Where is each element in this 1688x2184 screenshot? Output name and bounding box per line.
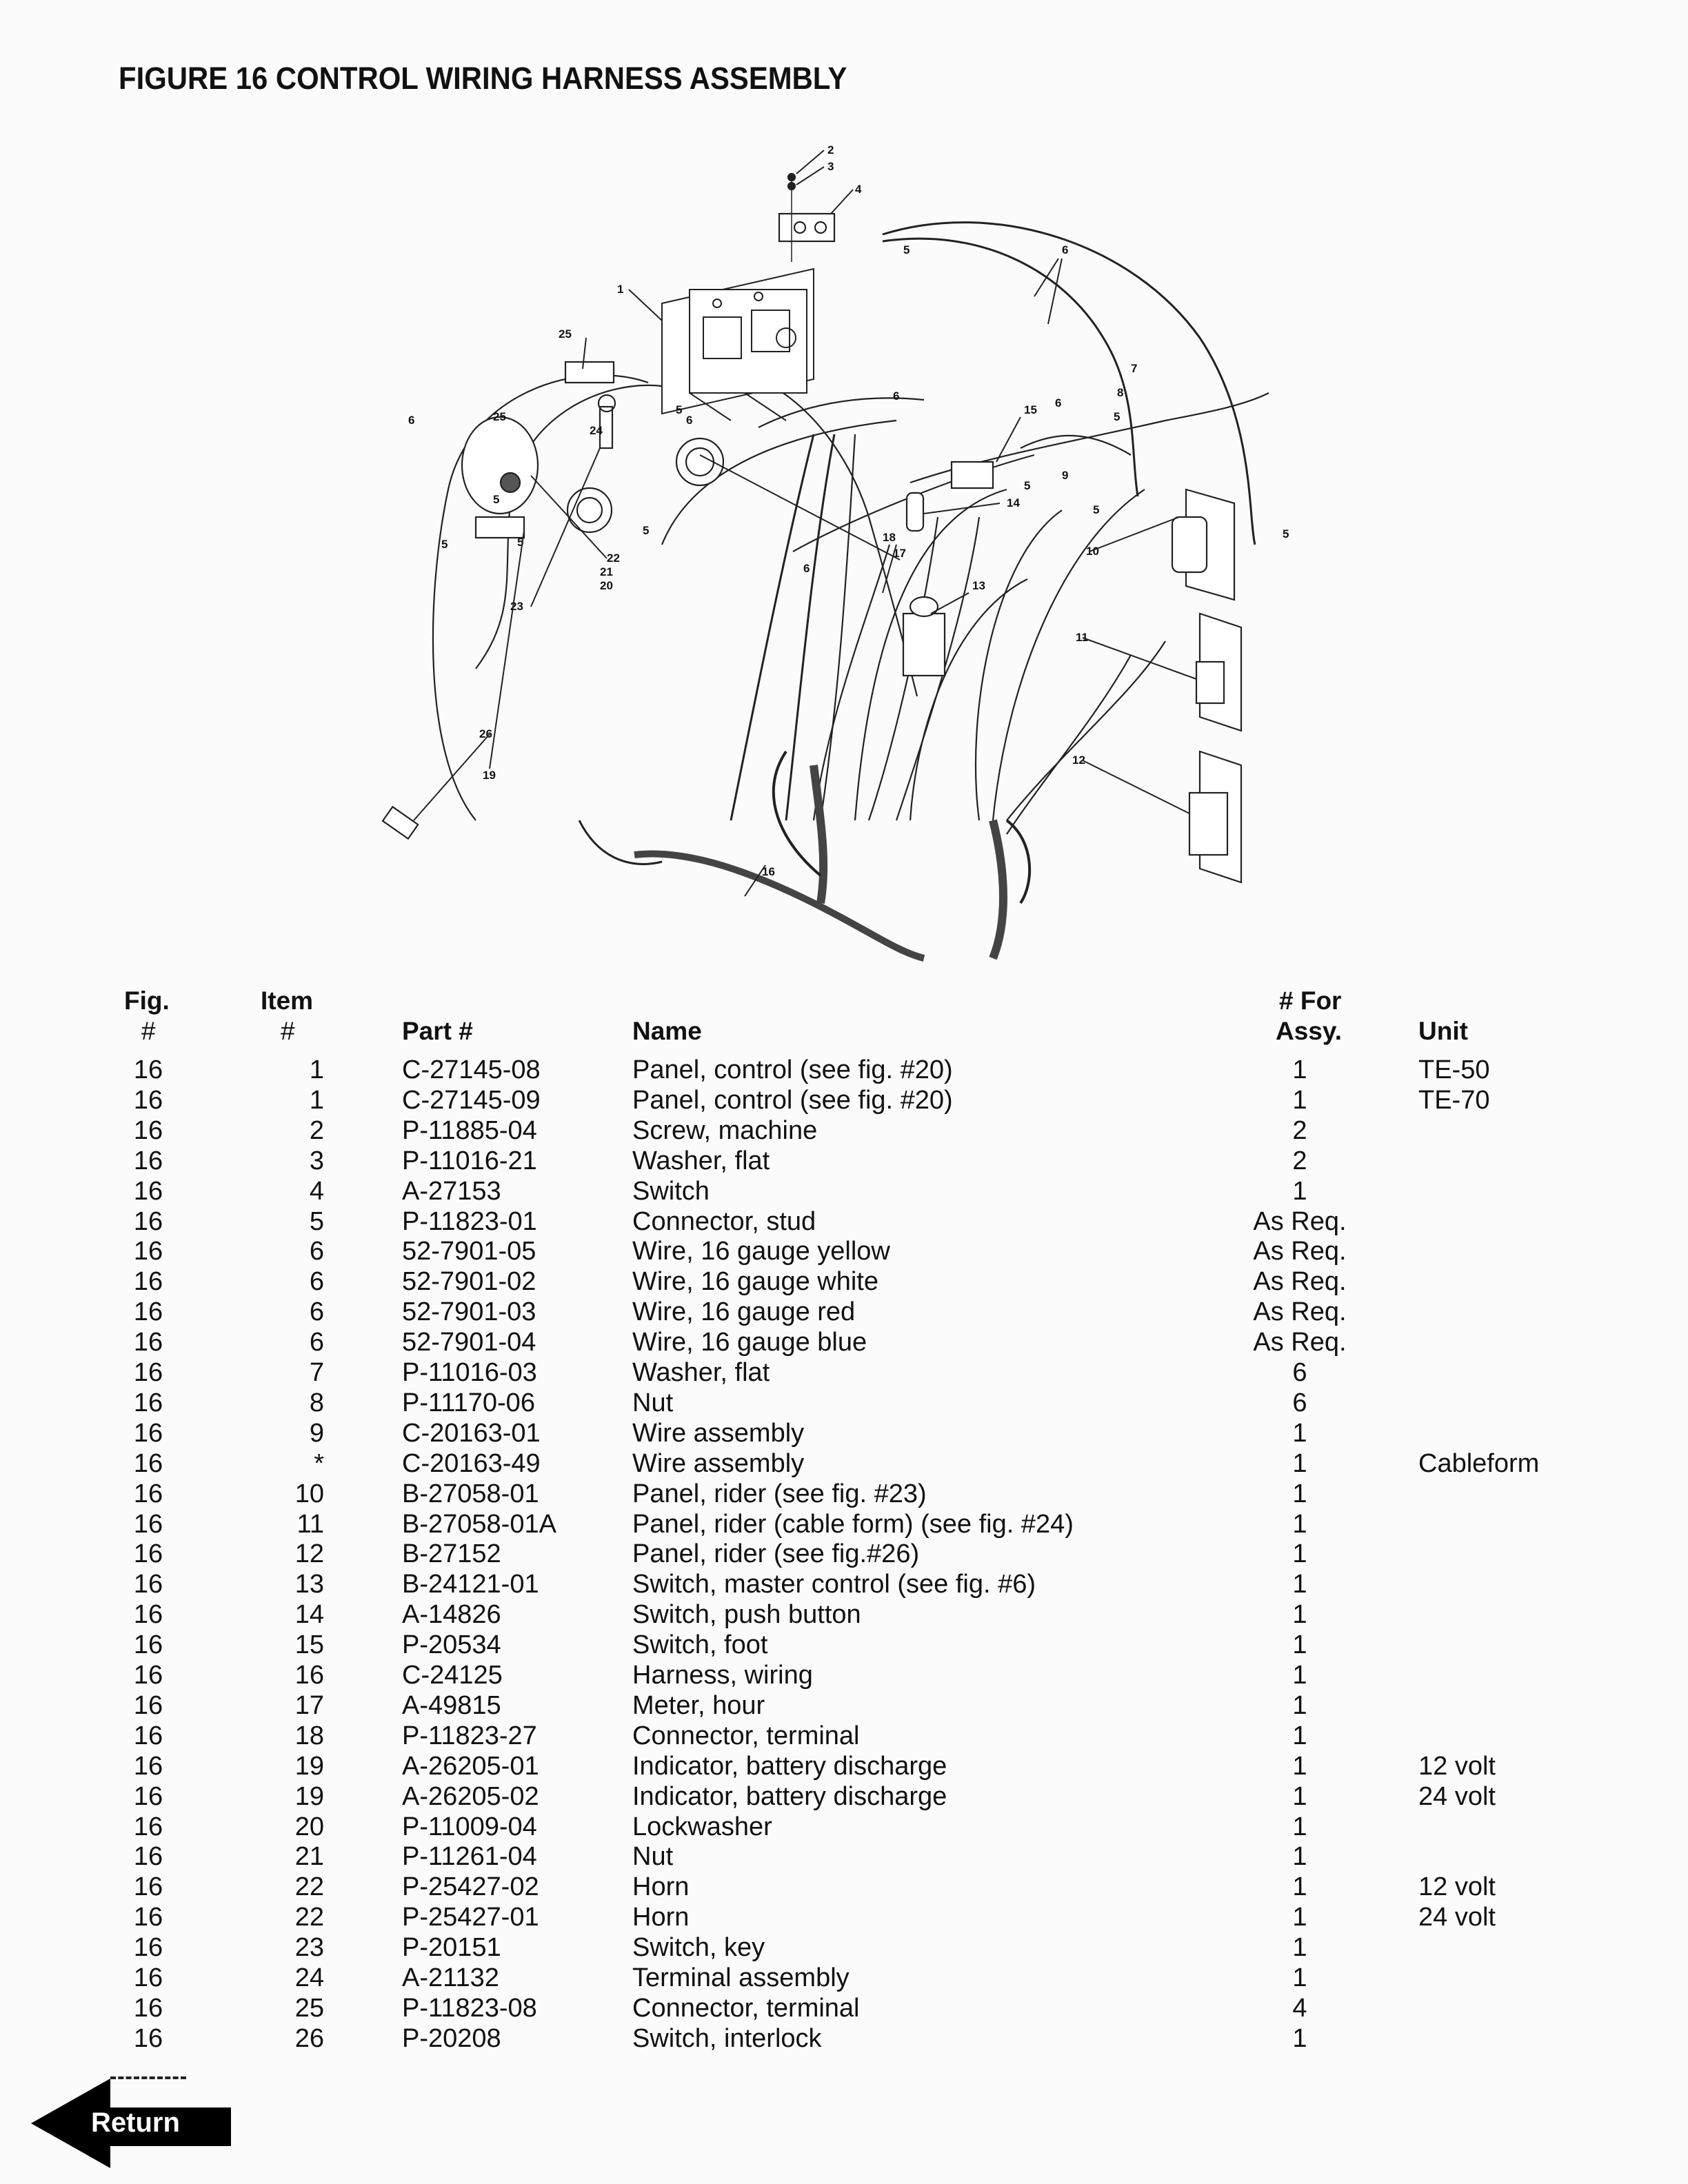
cell-name: Wire, 16 gauge red [632,1297,856,1327]
cell-part: 52-7901-02 [402,1267,536,1297]
table-row [117,1932,1565,1963]
cell-unit: 12 volt [1418,1751,1496,1781]
return-label: Return [91,2107,180,2138]
callout-7: 7 [1131,362,1138,375]
cell-part: A-14826 [402,1600,501,1630]
wiring-harness-diagram [372,131,1338,979]
cell-name: Switch, foot [632,1630,768,1660]
table-row [117,1902,1565,1932]
header-qty-line2: Assy. [1276,1017,1342,1045]
cell-qty: As Req. [1253,1328,1347,1357]
cell-name: Connector, terminal [632,1993,860,2023]
callout-21: 21 [600,565,613,578]
cell-name: Wire, 16 gauge yellow [632,1237,890,1266]
cell-item: 4 [309,1176,324,1206]
table-row [117,1479,1565,1509]
cell-fig: 16 [133,2023,163,2053]
callout-6: 6 [1062,243,1069,256]
cell-name: Wire assembly [632,1448,805,1478]
cell-fig: 16 [133,1206,163,1236]
table-row [117,1781,1565,1812]
cell-qty: 1 [1292,1721,1307,1750]
callout-6d: 6 [893,390,900,403]
callout-6f: 6 [803,562,810,575]
cell-part: 52-7901-05 [402,1237,536,1266]
cell-fig: 16 [133,1418,163,1448]
cell-name: Lockwasher [632,1812,772,1841]
cell-item: 5 [309,1206,324,1236]
table-row [117,1630,1565,1660]
cell-fig: 16 [133,1085,163,1115]
cell-fig: 16 [133,1539,163,1569]
header-part: Part # [402,1017,473,1045]
cell-unit: TE-70 [1418,1085,1490,1115]
cell-fig: 16 [133,1328,163,1357]
callout-22: 22 [607,552,620,565]
cell-item: 7 [309,1358,324,1387]
callout-17: 17 [893,547,906,560]
cell-part: C-20163-01 [402,1418,541,1448]
cell-item: 6 [309,1328,324,1357]
callout-5e: 5 [643,524,650,537]
cell-item: 6 [309,1297,324,1327]
cell-qty: 2 [1292,1146,1307,1175]
cell-fig: 16 [133,1509,163,1539]
cell-fig: 16 [133,1963,163,1992]
cell-qty: 6 [1292,1358,1307,1387]
callout-20: 20 [600,579,613,592]
table-row [117,1812,1565,1842]
cell-fig: 16 [133,1933,163,1963]
cell-part: P-11170-06 [402,1388,535,1417]
cell-fig: 16 [133,1903,163,1932]
cell-qty: 1 [1292,2023,1307,2053]
cell-qty: As Req. [1253,1267,1347,1297]
cell-item: 11 [297,1509,324,1539]
cell-qty: 1 [1292,1661,1307,1690]
callout-5g: 5 [1114,410,1121,423]
table-row [117,1176,1565,1206]
cell-qty: 1 [1292,1872,1307,1902]
callout-24: 24 [590,424,603,437]
cell-fig: 16 [133,1358,163,1387]
cell-fig: 16 [133,1812,163,1841]
cell-fig: 16 [133,1388,163,1417]
cell-fig: 16 [133,1661,163,1690]
callout-5: 5 [903,243,910,256]
callout-14: 14 [1007,496,1020,509]
callout-5b: 5 [676,403,683,416]
cell-part: C-24125 [402,1661,503,1690]
table-row [117,1509,1565,1539]
cell-qty: 1 [1292,1842,1307,1872]
header-item-line2: # [281,1017,295,1045]
cell-part: P-25427-01 [402,1903,539,1932]
cell-item: 22 [294,1903,324,1932]
callout-5c: 5 [493,493,500,506]
cell-name: Switch [632,1176,710,1206]
cell-fig: 16 [133,1630,163,1660]
callout-12: 12 [1072,754,1085,767]
callout-5d: 5 [517,536,524,549]
cell-part: P-11823-01 [402,1206,537,1236]
header-qty-line1: # For [1279,987,1342,1015]
table-row [117,1357,1565,1388]
cell-part: A-21132 [402,1963,499,1992]
callout-10: 10 [1086,545,1099,558]
table-row [117,1418,1565,1448]
cell-fig: 16 [133,1146,163,1175]
table-row [117,1327,1565,1357]
cell-item: 12 [294,1539,324,1569]
cell-fig: 16 [133,1993,163,2023]
cell-name: Harness, wiring [632,1661,813,1690]
cell-part: A-26205-02 [402,1781,539,1811]
cell-item: 21 [294,1842,324,1872]
cell-qty: 1 [1292,1085,1307,1115]
cell-qty: 1 [1292,1479,1307,1508]
callout-5j: 5 [1283,527,1289,540]
callout-23: 23 [510,600,523,613]
cell-qty: 1 [1292,1509,1307,1539]
table-row [117,1872,1565,1902]
cell-part: A-26205-01 [402,1751,539,1781]
cell-part: P-11009-04 [402,1812,537,1841]
cell-unit: 24 volt [1418,1781,1496,1811]
cell-part: C-27145-09 [402,1085,541,1115]
callout-4: 4 [855,183,862,196]
cell-name: Switch, key [632,1933,765,1963]
cell-name: Indicator, battery discharge [632,1751,947,1781]
cell-fig: 16 [133,1872,163,1902]
cell-fig: 16 [133,1055,163,1084]
cell-item: 8 [309,1388,324,1417]
callout-25b: 25 [493,410,506,423]
cell-fig: 16 [133,1690,163,1720]
cell-unit: Cableform [1418,1448,1540,1478]
cell-item: 20 [294,1812,324,1841]
cell-qty: 1 [1292,1176,1307,1206]
cell-fig: 16 [133,1448,163,1478]
table-row [117,1721,1565,1751]
cell-part: P-11885-04 [402,1115,537,1145]
cell-name: Wire, 16 gauge white [632,1267,878,1297]
cell-item: 19 [294,1781,324,1811]
cell-qty: 1 [1292,1781,1307,1811]
header-fig-line1: Fig. [124,987,170,1015]
cell-part: A-49815 [402,1690,501,1720]
cell-fig: 16 [133,1115,163,1145]
callout-3: 3 [827,160,834,173]
cell-unit: TE-50 [1418,1055,1490,1084]
cell-name: Switch, interlock [632,2023,822,2053]
callout-13: 13 [972,579,985,592]
cell-item: 18 [294,1721,324,1750]
table-row [117,1448,1565,1479]
cell-part: P-11823-08 [402,1993,537,2023]
cell-name: Wire assembly [632,1418,805,1448]
cell-part: P-20208 [402,2023,501,2053]
header-fig-line2: # [141,1017,156,1045]
table-row [117,2023,1565,2054]
cell-item: * [314,1448,324,1478]
callout-25: 25 [559,327,572,341]
cell-item: 6 [309,1237,324,1266]
cell-part: B-27058-01A [402,1509,556,1539]
cell-item: 2 [309,1115,324,1145]
table-row [117,1993,1565,2023]
cell-qty: As Req. [1253,1206,1347,1236]
cell-part: C-27145-08 [402,1055,541,1084]
cell-item: 13 [294,1570,324,1599]
cell-item: 17 [294,1690,324,1720]
cell-qty: As Req. [1253,1237,1347,1266]
cell-fig: 16 [133,1297,163,1327]
cell-unit: 24 volt [1418,1903,1496,1932]
cell-item: 9 [309,1418,324,1448]
cell-fig: 16 [133,1600,163,1630]
cell-item: 3 [309,1146,324,1175]
table-row [117,1297,1565,1327]
cell-part: P-25427-02 [402,1872,539,1902]
cell-item: 19 [294,1751,324,1781]
cell-name: Panel, control (see fig. #20) [632,1085,953,1115]
table-row [117,1266,1565,1297]
table-row [117,1569,1565,1599]
cell-item: 25 [294,1993,324,2023]
table-row [117,1599,1565,1630]
cell-name: Terminal assembly [632,1963,850,1992]
cell-item: 10 [294,1479,324,1508]
cell-part: C-20163-49 [402,1448,541,1478]
header-unit: Unit [1418,1017,1468,1045]
callout-15: 15 [1024,403,1037,416]
cell-name: Screw, machine [632,1115,818,1145]
cell-qty: 1 [1292,1630,1307,1660]
cell-name: Horn [632,1872,690,1902]
cell-qty: 1 [1292,1448,1307,1478]
cell-name: Wire, 16 gauge blue [632,1328,867,1357]
cell-item: 23 [294,1933,324,1963]
cell-qty: 6 [1292,1388,1307,1417]
cell-name: Indicator, battery discharge [632,1781,947,1811]
cell-name: Switch, push button [632,1600,861,1630]
cell-name: Panel, rider (cable form) (see fig. #24) [632,1509,1074,1539]
cell-qty: 1 [1292,1418,1307,1448]
callout-6e: 6 [1055,396,1062,410]
cell-part: 52-7901-03 [402,1297,536,1327]
cell-item: 16 [294,1661,324,1690]
table-row [117,1963,1565,1993]
cell-item: 26 [294,2023,324,2053]
callout-11: 11 [1076,631,1088,644]
table-row [117,1236,1565,1266]
cell-fig: 16 [133,1479,163,1508]
cell-item: 14 [294,1600,324,1630]
cell-qty: 2 [1292,1115,1307,1145]
cell-qty: 1 [1292,1751,1307,1781]
cell-item: 1 [309,1055,324,1084]
cell-part: P-11823-27 [402,1721,537,1750]
callout-9: 9 [1062,469,1069,482]
callout-6b: 6 [408,414,415,427]
cell-name: Panel, rider (see fig.#26) [632,1539,920,1569]
cell-name: Connector, terminal [632,1721,860,1750]
cell-item: 22 [294,1872,324,1902]
table-row [117,1660,1565,1690]
table-row [117,1388,1565,1418]
cell-part: B-27058-01 [402,1479,539,1508]
header-item-line1: Item [261,987,314,1015]
cell-fig: 16 [133,1176,163,1206]
cell-qty: 1 [1292,1963,1307,1992]
cell-fig: 16 [133,1267,163,1297]
cell-fig: 16 [133,1721,163,1750]
cell-name: Connector, stud [632,1206,816,1236]
callout-5f: 5 [441,538,448,551]
cell-name: Panel, rider (see fig. #23) [632,1479,927,1508]
cell-item: 15 [294,1630,324,1660]
cell-part: P-11261-04 [402,1842,537,1872]
cell-qty: 4 [1292,1993,1307,2023]
cell-item: 6 [309,1267,324,1297]
cell-fig: 16 [133,1570,163,1599]
cell-name: Switch, master control (see fig. #6) [632,1570,1036,1599]
cell-qty: 1 [1292,1690,1307,1720]
cell-part: B-27152 [402,1539,501,1569]
cell-item: 1 [309,1085,324,1115]
cell-name: Nut [632,1388,674,1417]
callout-19: 19 [483,769,496,782]
table-row [117,1751,1565,1781]
cell-qty: 1 [1292,1933,1307,1963]
callout-2: 2 [827,143,834,156]
callout-8: 8 [1117,386,1124,399]
callout-16: 16 [762,865,775,878]
cell-name: Horn [632,1903,690,1932]
cell-part: B-24121-01 [402,1570,539,1599]
table-row [117,1115,1565,1146]
table-row [117,1690,1565,1721]
cell-part: P-11016-21 [402,1146,537,1175]
cell-part: P-20151 [402,1933,501,1963]
cell-qty: As Req. [1253,1297,1347,1327]
cell-fig: 16 [133,1842,163,1872]
callout-6c: 6 [686,414,693,427]
cell-fig: 16 [133,1751,163,1781]
table-row [117,1055,1565,1085]
table-row [117,1146,1565,1176]
cell-item: 24 [294,1963,324,1992]
page-title: FIGURE 16 CONTROL WIRING HARNESS ASSEMBLY [119,61,847,96]
callout-5i: 5 [1093,503,1100,516]
cell-unit: 12 volt [1418,1872,1496,1902]
cell-fig: 16 [133,1237,163,1266]
cell-part: 52-7901-04 [402,1328,536,1357]
cell-name: Meter, hour [632,1690,765,1720]
cell-qty: 1 [1292,1812,1307,1841]
cell-qty: 1 [1292,1055,1307,1084]
table-row [117,1539,1565,1569]
callout-5h: 5 [1024,479,1031,492]
cell-fig: 16 [133,1781,163,1811]
cell-name: Washer, flat [632,1146,770,1175]
cell-part: A-27153 [402,1176,501,1206]
header-name: Name [632,1017,702,1045]
cell-qty: 1 [1292,1600,1307,1630]
callout-26: 26 [479,727,492,740]
cell-name: Washer, flat [632,1358,770,1387]
return-button[interactable] [28,2075,234,2172]
table-row [117,1085,1565,1115]
cell-qty: 1 [1292,1570,1307,1599]
callout-1: 1 [617,283,624,296]
cell-qty: 1 [1292,1903,1307,1932]
cell-name: Nut [632,1842,674,1872]
cell-part: P-11016-03 [402,1358,537,1387]
table-row [117,1841,1565,1872]
table-row [117,1206,1565,1237]
callout-18: 18 [883,531,896,544]
cell-qty: 1 [1292,1539,1307,1569]
cell-name: Panel, control (see fig. #20) [632,1055,953,1084]
cell-part: P-20534 [402,1630,501,1660]
